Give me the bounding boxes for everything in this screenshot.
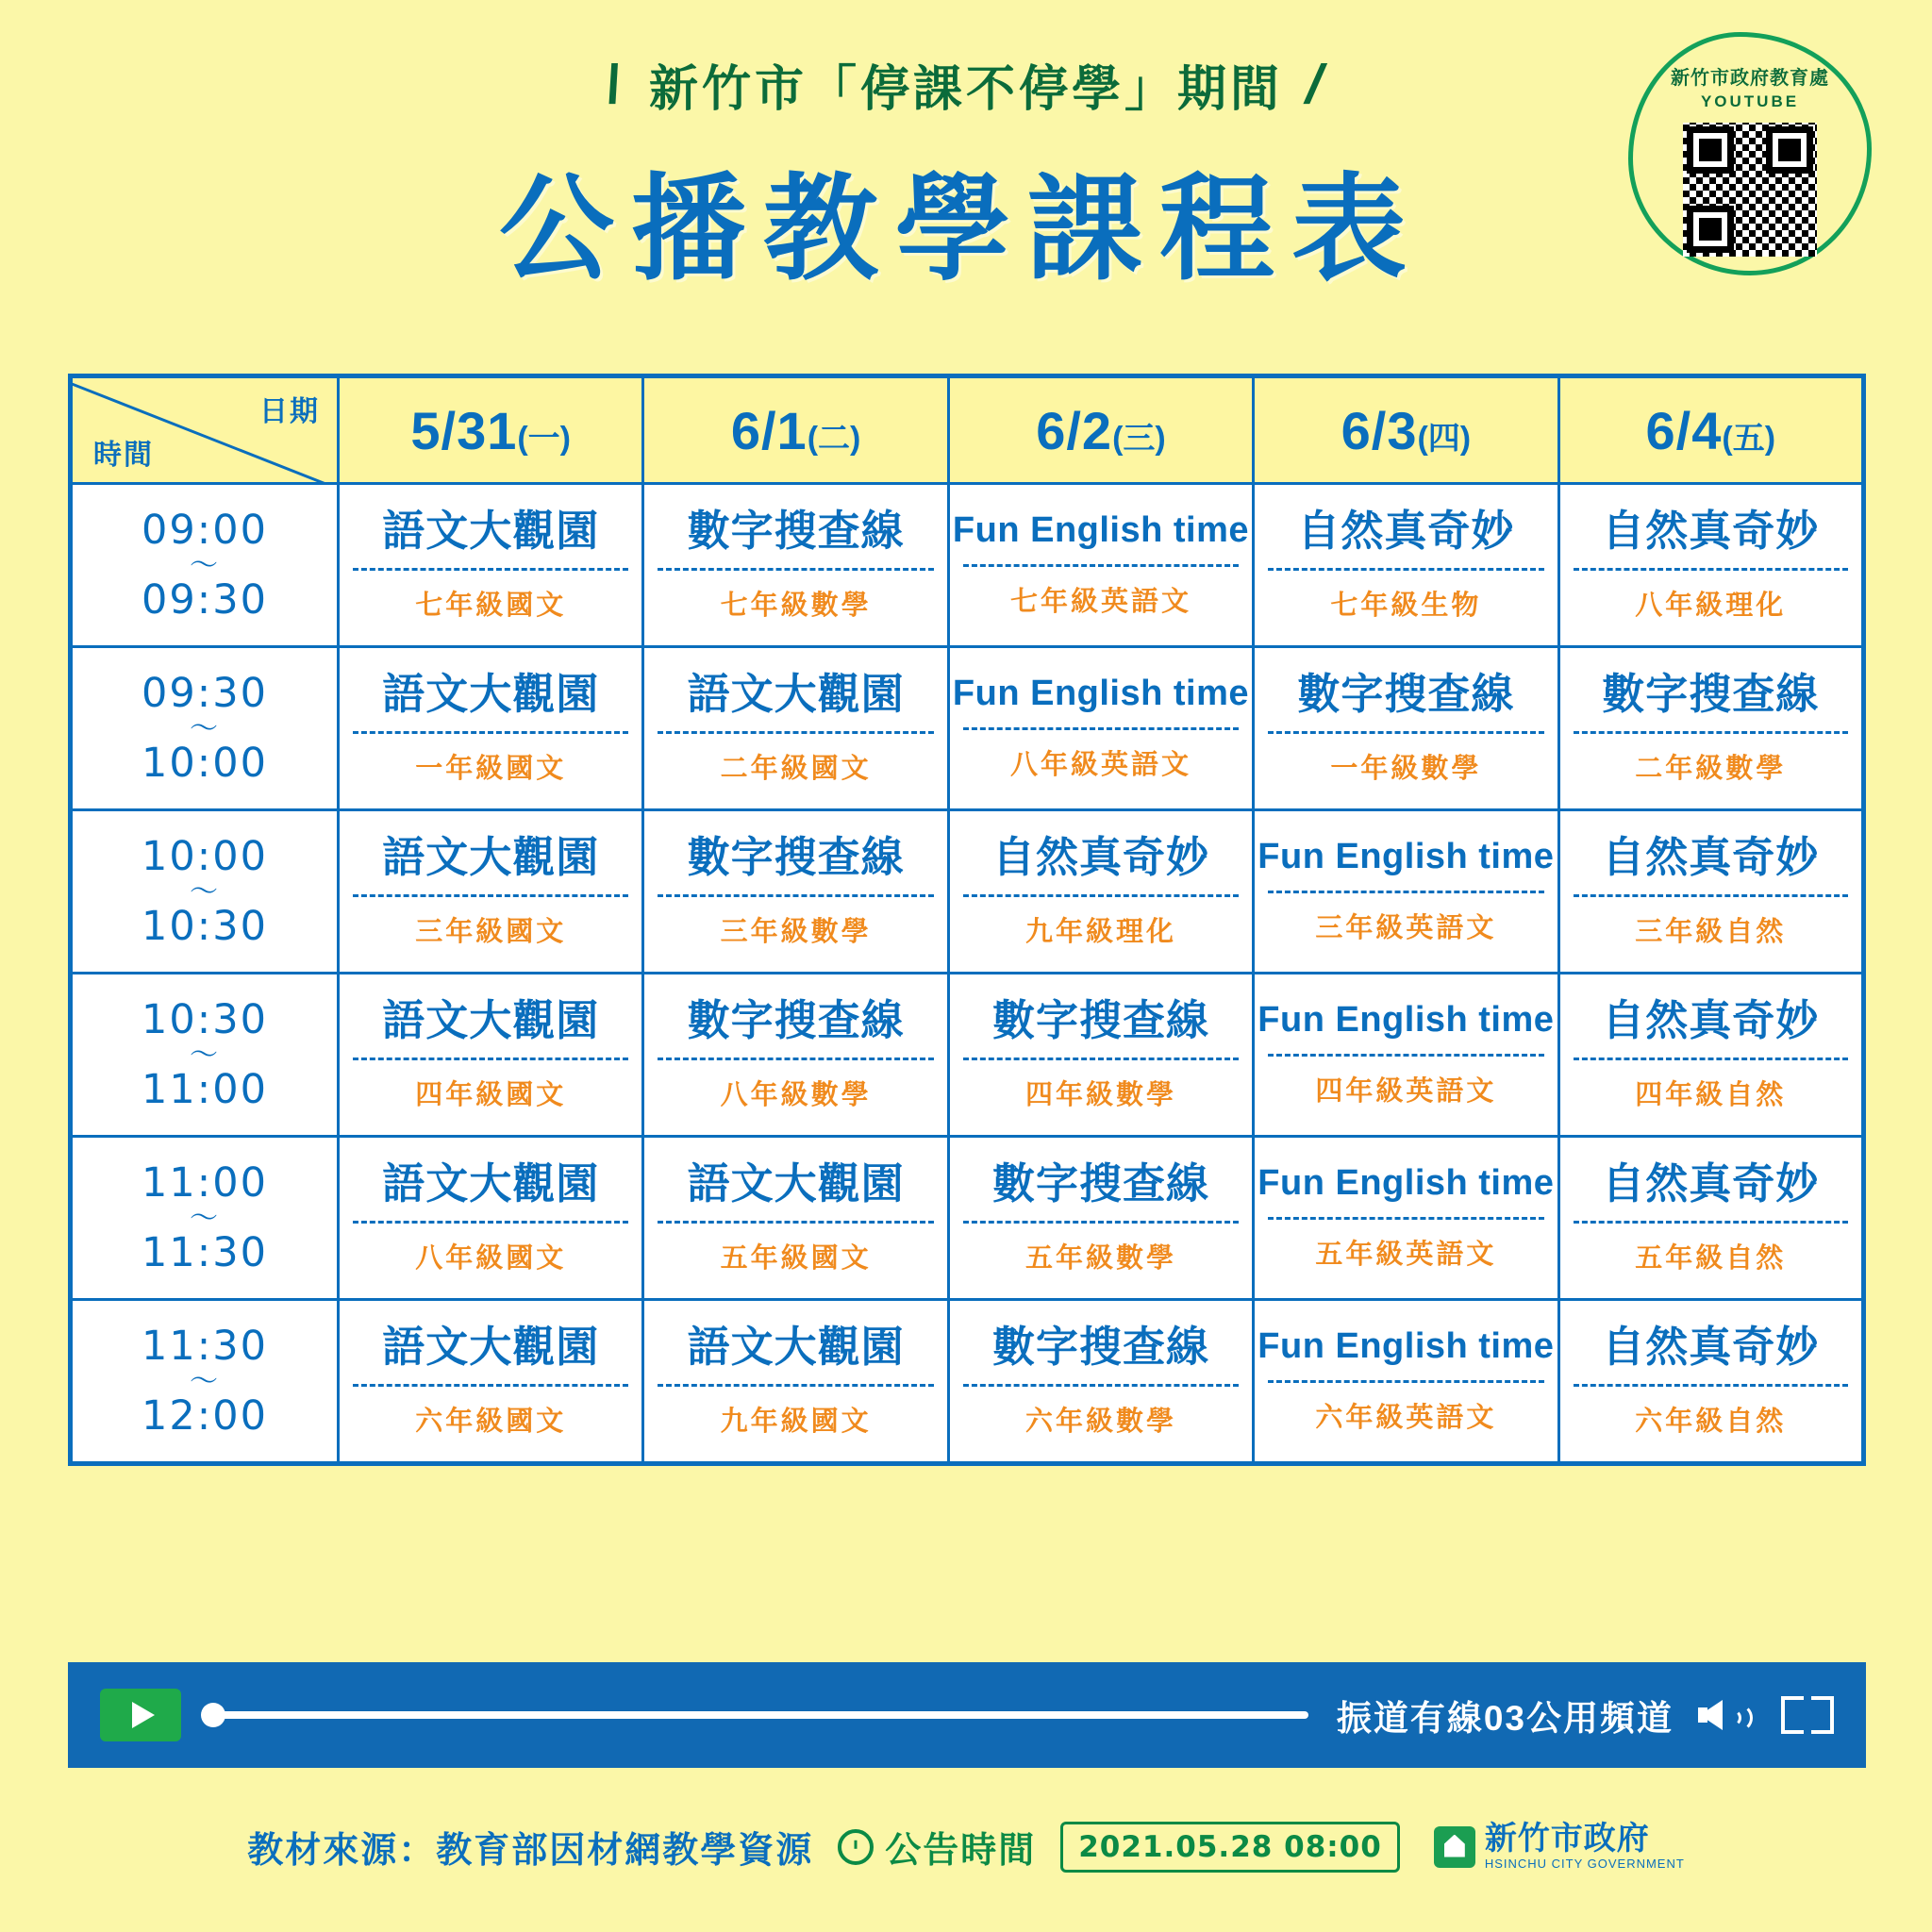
course-cell	[1558, 1300, 1863, 1464]
gov-house-icon	[1434, 1826, 1475, 1868]
course-title: 數字搜查線	[1297, 670, 1515, 719]
course-cell	[948, 974, 1253, 1137]
course-cell	[1254, 1300, 1558, 1464]
time-end: 12:00	[142, 1391, 268, 1440]
course-cell	[948, 810, 1253, 974]
corner-time-label: 時間	[93, 440, 154, 471]
course-subject: 二年級數學	[1635, 753, 1787, 784]
schedule-table-wrap	[68, 374, 1866, 1466]
course-cell	[643, 484, 948, 647]
course-cell	[1254, 810, 1558, 974]
course-cell	[1558, 484, 1863, 647]
time-end: 09:30	[142, 575, 268, 624]
course-cell	[948, 1137, 1253, 1300]
course-subject: 九年級理化	[1024, 916, 1176, 947]
time-slot-2	[71, 810, 339, 974]
time-start: 10:30	[142, 996, 268, 1044]
time-start: 09:30	[142, 670, 268, 718]
course-title: 語文大觀園	[687, 1323, 905, 1372]
day-weekday: (四)	[1417, 420, 1472, 457]
course-title: 自然真奇妙	[1297, 507, 1515, 556]
gov-name-en: HSINCHU CITY GOVERNMENT	[1484, 1856, 1685, 1871]
course-subject: 七年級數學	[720, 590, 872, 621]
day-weekday: (二)	[807, 420, 861, 457]
course-title: 自然真奇妙	[1602, 833, 1820, 882]
course-subject: 七年級生物	[1330, 590, 1482, 621]
day-number: 6/2	[1036, 400, 1113, 460]
course-title: Fun English time	[1257, 1000, 1555, 1041]
time-end: 10:00	[142, 739, 268, 787]
footer-notice-time: 2021.05.28 08:00	[1060, 1822, 1400, 1873]
course-title: 語文大觀園	[687, 1159, 905, 1208]
time-slot-0	[71, 484, 339, 647]
course-title: 語文大觀園	[382, 833, 600, 882]
course-subject: 六年級英語文	[1315, 1402, 1497, 1433]
course-cell	[948, 647, 1253, 810]
course-subject: 三年級數學	[720, 916, 872, 947]
time-start: 09:00	[142, 507, 268, 555]
table-row	[71, 974, 1864, 1137]
decor-slash-left: \	[597, 54, 633, 115]
course-title: 語文大觀園	[382, 1323, 600, 1372]
course-cell	[339, 1137, 643, 1300]
day-header-3	[1254, 376, 1558, 484]
day-weekday: (一)	[517, 420, 572, 457]
course-cell	[339, 1300, 643, 1464]
course-subject: 五年級自然	[1635, 1242, 1787, 1274]
header-subtitle: 新竹市「停課不停學」期間	[648, 62, 1283, 117]
course-title: Fun English time	[952, 510, 1250, 551]
player-bar	[68, 1662, 1866, 1768]
course-subject: 七年級英語文	[1009, 586, 1191, 617]
course-subject: 二年級國文	[720, 753, 872, 784]
course-title: 自然真奇妙	[991, 833, 1209, 882]
time-tilde: ～	[190, 1364, 220, 1398]
course-subject: 五年級國文	[720, 1242, 872, 1274]
table-row	[71, 484, 1864, 647]
course-cell	[643, 647, 948, 810]
day-weekday: (五)	[1722, 420, 1776, 457]
time-tilde: ～	[190, 548, 220, 582]
course-subject: 七年級國文	[415, 590, 567, 621]
progress-slider[interactable]	[213, 1711, 1308, 1719]
course-subject: 三年級自然	[1635, 916, 1787, 947]
course-cell	[948, 484, 1253, 647]
course-title: Fun English time	[1257, 1326, 1555, 1367]
footer-source: 教材來源：教育部因材網教學資源	[247, 1831, 814, 1871]
fullscreen-icon[interactable]	[1781, 1694, 1834, 1736]
course-title: Fun English time	[952, 674, 1250, 714]
course-cell	[1558, 1137, 1863, 1300]
schedule-table	[68, 374, 1866, 1466]
course-title: 數字搜查線	[687, 996, 905, 1045]
course-cell	[643, 974, 948, 1137]
time-tilde: ～	[190, 711, 220, 745]
time-end: 11:00	[142, 1065, 268, 1113]
day-number: 5/31	[410, 400, 518, 460]
day-weekday: (三)	[1112, 420, 1166, 457]
course-title: 自然真奇妙	[1602, 996, 1820, 1045]
footer-notice-label: 公告時間	[885, 1831, 1037, 1871]
course-cell	[339, 974, 643, 1137]
time-slot-1	[71, 647, 339, 810]
day-number: 6/3	[1341, 400, 1418, 460]
course-title: 語文大觀園	[382, 1159, 600, 1208]
course-cell	[643, 1300, 948, 1464]
table-row	[71, 1300, 1864, 1464]
time-end: 10:30	[142, 902, 268, 950]
qr-caption-line2: YOUTUBE	[1700, 92, 1800, 110]
course-cell	[643, 810, 948, 974]
course-subject: 四年級自然	[1635, 1079, 1787, 1110]
channel-label: 振道有線03公用頻道	[1336, 1699, 1674, 1738]
course-title: 語文大觀園	[687, 670, 905, 719]
course-subject: 八年級國文	[415, 1242, 567, 1274]
course-cell	[339, 647, 643, 810]
table-header-row	[71, 376, 1864, 484]
footer-notice	[838, 1821, 1036, 1873]
day-header-4	[1558, 376, 1863, 484]
course-cell	[1558, 810, 1863, 974]
course-cell	[339, 484, 643, 647]
corner-header	[71, 376, 339, 484]
table-row	[71, 1137, 1864, 1300]
course-cell	[1558, 974, 1863, 1137]
course-title: 數字搜查線	[687, 833, 905, 882]
corner-date-label: 日期	[259, 396, 320, 427]
course-title: 語文大觀園	[382, 670, 600, 719]
course-cell	[1254, 1137, 1558, 1300]
course-title: 自然真奇妙	[1602, 507, 1820, 556]
course-title: 語文大觀園	[382, 996, 600, 1045]
course-title: 數字搜查線	[991, 1323, 1209, 1372]
course-subject: 一年級國文	[415, 753, 567, 784]
time-slot-3	[71, 974, 339, 1137]
time-start: 11:00	[142, 1159, 268, 1208]
qr-eye-bottom-left	[1687, 206, 1734, 253]
qr-caption	[1628, 66, 1872, 113]
clock-icon	[838, 1829, 874, 1865]
course-title: 數字搜查線	[1602, 670, 1820, 719]
time-end: 11:30	[142, 1228, 268, 1276]
day-header-2	[948, 376, 1253, 484]
qr-caption-line1: 新竹市政府教育處	[1671, 68, 1829, 89]
day-header-1	[643, 376, 948, 484]
table-row	[71, 810, 1864, 974]
course-subject: 八年級數學	[720, 1079, 872, 1110]
course-subject: 六年級數學	[1024, 1406, 1176, 1437]
course-subject: 八年級英語文	[1009, 749, 1191, 780]
government-logo	[1434, 1823, 1685, 1871]
play-icon	[132, 1702, 155, 1728]
course-title: 數字搜查線	[687, 507, 905, 556]
course-cell	[1558, 647, 1863, 810]
footer	[0, 1821, 1932, 1873]
time-tilde: ～	[190, 1201, 220, 1235]
course-cell	[1254, 484, 1558, 647]
course-subject: 一年級數學	[1330, 753, 1482, 784]
course-subject: 四年級英語文	[1315, 1075, 1497, 1107]
course-subject: 八年級理化	[1635, 590, 1787, 621]
time-tilde: ～	[190, 1038, 220, 1072]
course-subject: 四年級國文	[415, 1079, 567, 1110]
time-tilde: ～	[190, 874, 220, 908]
play-button[interactable]	[100, 1689, 181, 1741]
course-subject: 五年級數學	[1024, 1242, 1176, 1274]
course-title: 數字搜查線	[991, 996, 1209, 1045]
day-header-0	[339, 376, 643, 484]
progress-knob[interactable]	[201, 1703, 225, 1727]
time-slot-4	[71, 1137, 339, 1300]
course-subject: 四年級數學	[1024, 1079, 1176, 1110]
course-cell	[1254, 974, 1558, 1137]
qr-code-icon[interactable]	[1683, 123, 1817, 257]
course-subject: 六年級自然	[1635, 1406, 1787, 1437]
day-number: 6/4	[1645, 400, 1723, 460]
table-row	[71, 647, 1864, 810]
course-subject: 三年級國文	[415, 916, 567, 947]
course-title: 語文大觀園	[382, 507, 600, 556]
time-slot-5	[71, 1300, 339, 1464]
course-title: 數字搜查線	[991, 1159, 1209, 1208]
course-cell	[339, 810, 643, 974]
course-title: 自然真奇妙	[1602, 1159, 1820, 1208]
course-title: Fun English time	[1257, 1163, 1555, 1204]
qr-badge[interactable]	[1628, 32, 1872, 275]
day-number: 6/1	[730, 400, 808, 460]
course-subject: 九年級國文	[720, 1406, 872, 1437]
course-subject: 六年級國文	[415, 1406, 567, 1437]
qr-eye-top-right	[1766, 126, 1813, 174]
time-start: 11:30	[142, 1323, 268, 1371]
course-cell	[948, 1300, 1253, 1464]
course-cell	[643, 1137, 948, 1300]
speaker-icon[interactable]	[1698, 1694, 1753, 1736]
gov-name: 新竹市政府	[1484, 1821, 1650, 1857]
course-title: Fun English time	[1257, 837, 1555, 877]
decor-slash-right: /	[1299, 54, 1335, 115]
page-title: 公播教學課程表	[499, 165, 1424, 293]
time-start: 10:00	[142, 833, 268, 881]
course-subject: 五年級英語文	[1315, 1239, 1497, 1270]
course-title: 自然真奇妙	[1602, 1323, 1820, 1372]
course-cell	[1254, 647, 1558, 810]
qr-eye-top-left	[1687, 126, 1734, 174]
course-subject: 三年級英語文	[1315, 912, 1497, 943]
